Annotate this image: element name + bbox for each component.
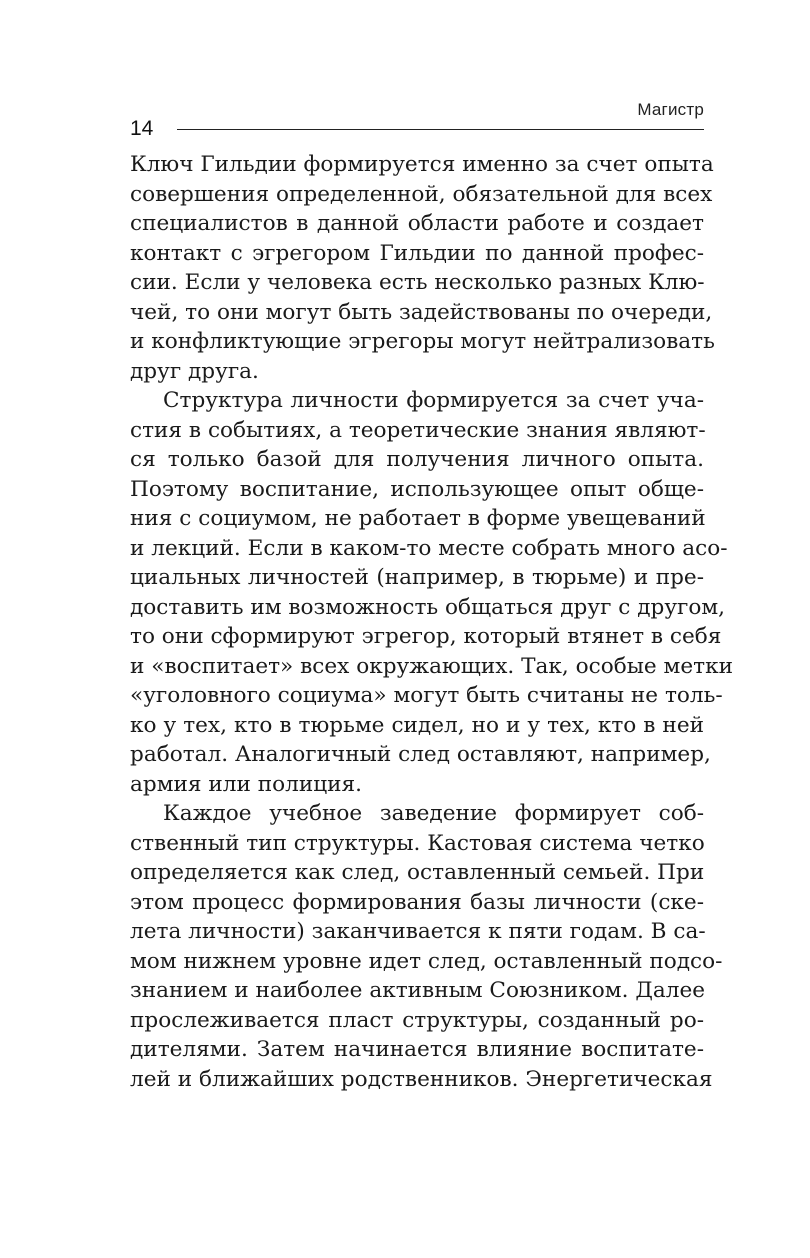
- text-line: и лекций. Если в каком-то месте собрать много асо-: [130, 535, 728, 561]
- text-line: ственный тип структуры. Кастовая система четко: [130, 830, 705, 856]
- text-line: чей, то они могут быть задействованы по очереди,: [130, 299, 713, 325]
- text-line: совершения определенной, обязательной для всех: [130, 181, 713, 207]
- text-line: то они сформируют эгрегор, который втянет в себя: [130, 624, 722, 649]
- paragraph: [130, 150, 715, 386]
- text-line: мом нижнем уровне идет след, оставленный подсо-: [130, 948, 723, 974]
- text-line: прослеживается пласт структуры, созданный ро-: [130, 1007, 704, 1033]
- paragraph: [130, 386, 733, 799]
- text-line: ко у тех, кто в тюрьме сидел, но и у тех, кто в ней: [130, 712, 704, 738]
- text-line: сии. Если у человека есть несколько разных Клю-: [130, 270, 705, 295]
- text-line: Поэтому воспитание, использующее опыт обще-: [130, 476, 704, 502]
- text-line: ся только базой для получения личного опыта.: [130, 447, 704, 472]
- running-title: Магистр: [637, 100, 704, 119]
- text-line: лей и ближайших родственников. Энергетическая: [130, 1066, 713, 1092]
- text-line: армия или полиция.: [130, 771, 363, 797]
- text-line: специалистов в данной области работе и создает: [130, 211, 704, 236]
- header-rule: [177, 129, 704, 130]
- text-line: «уголовного социума» могут быть считаны не толь-: [130, 683, 723, 708]
- text-line: контакт с эгрегором Гильдии по данной профес-: [130, 240, 704, 266]
- text-line: Каждое учебное заведение формирует соб-: [163, 801, 704, 826]
- text-line: лета личности) заканчивается к пяти годам. В са-: [130, 919, 706, 944]
- text-line: работал. Аналогичный след оставляют, например,: [130, 742, 711, 767]
- text-line: циальных личностей (например, в тюрьме) и пре-: [130, 565, 704, 590]
- text-line: знанием и наиболее активным Союзником. Далее: [130, 978, 706, 1003]
- text-line: и «воспитает» всех окружающих. Так, особые метки: [130, 653, 733, 679]
- text-line: Ключ Гильдии формируется именно за счет опыта: [130, 152, 714, 177]
- paragraph: [130, 799, 723, 1094]
- text-line: этом процесс формирования базы личности (ске-: [130, 889, 704, 915]
- text-line: ния с социумом, не работает в форме увещеваний: [130, 506, 706, 531]
- text-line: Структура личности формируется за счет уча-: [163, 388, 704, 413]
- text-line: друг друга.: [130, 358, 259, 384]
- text-line: определяется как след, оставленный семьей. При: [130, 860, 705, 885]
- text-line: доставить им возможность общаться друг с другом,: [130, 594, 726, 620]
- text-line: стия в событиях, а теоретические знания являют-: [130, 417, 706, 443]
- page-number: 14: [130, 117, 154, 140]
- body-text: [130, 150, 733, 1094]
- text-line: дителями. Затем начинается влияние воспитате-: [130, 1037, 704, 1062]
- text-line: и конфликтующие эгрегоры могут нейтрализовать: [130, 329, 715, 354]
